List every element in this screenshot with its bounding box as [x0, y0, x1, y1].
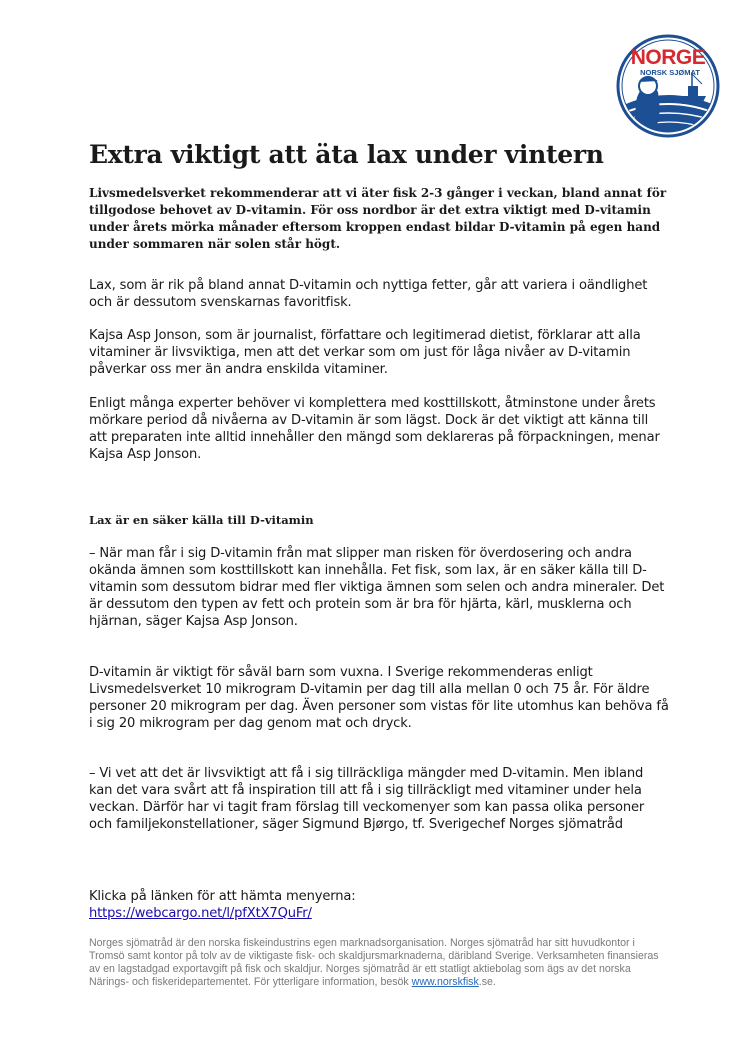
norge-seafood-seal-icon	[612, 24, 720, 142]
footer-website-suffix: .se.	[478, 976, 496, 989]
logo-tagline: NORSK SJØMAT	[640, 68, 700, 77]
logo-brand: NORGE	[630, 46, 706, 69]
cta-text: Klicka på länken för att hämta menyerna:	[89, 889, 356, 904]
footer-website-link[interactable]: www.norskfisk	[411, 976, 479, 989]
paragraph: Lax, som är rik på bland annat D-vitamin och nyttiga fetter, går att variera i oändlighet och är dessutom svenskarnas favoritfisk.	[89, 278, 648, 310]
paragraph: – När man får i sig D-vitamin från mat slipper man risken för överdosering och andra okända ämnen som kosttillskott kan innehålla. Fet fisk, som lax, är en säker källa till D-vitamin som dessutom bidrar med fler viktiga ämnen som selen och andra mineraler. Det är dessutom den typen av fett och protein som är bra för hjärta, kärl, musklerna och hjärnan, säger Kajsa Asp Jonson.	[89, 546, 665, 629]
footer-text: Norges sjömatråd är den norska fiskeindustrins egen marknadsorganisation. Norges sjömatråd har sitt huvudkontor i Tromsö samt kontor på tolv av de viktigaste fisk- och skaldjursmarknaderna, däribland Sverige. Verksamheten finansieras av en lagstadgad exportavgift på fisk och skaldjur. Norges sjömatråd är ett statligt aktiebolag som ägs av det norska Närings- och fiskeridepartementet. För ytterligare information, besök	[89, 937, 659, 989]
article-title: Extra viktigt att äta lax under vintern	[89, 140, 604, 169]
article-lead: Livsmedelsverket rekommenderar att vi äter fisk 2-3 gånger i veckan, bland annat för tillgodose behovet av D-vitamin. För oss nordbor är det extra viktigt med D-vitamin under årets mörka månader eftersom kroppen endast bildar D-vitamin på egen hand under sommaren när solen står högt.	[89, 186, 667, 251]
footer-disclaimer	[89, 937, 659, 989]
paragraph: D-vitamin är viktigt för såväl barn som vuxna. I Sverige rekommenderas enligt Livsmedelsverket 10 mikrogram D-vitamin per dag till alla mellan 0 och 75 år. För äldre personer 20 mikrogram per dag. Även personer som vistas för lite utomhus kan behöva få i sig 20 mikrogram per dag genom mat och dryck.	[89, 665, 669, 731]
paragraph: Enligt många experter behöver vi komplettera med kosttillskott, åtminstone under årets mörkare period då nivåerna av D-vitamin är som lägst. Dock är det viktigt att känna till att preparaten inte alltid innehåller den mängd som deklareras på förpackningen, menar Kajsa Asp Jonson.	[89, 396, 660, 462]
paragraph: Kajsa Asp Jonson, som är journalist, författare och legitimerad dietist, förklarar att alla vitaminer är livsviktiga, men att det verkar som om just för låga nivåer av D-vitamin påverkar oss mer än andra enskilda vitaminer.	[89, 328, 641, 377]
paragraph: – Vi vet att det är livsviktigt att få i sig tillräckliga mängder med D-vitamin. Men ibland kan det vara svårt att få inspiration till att få i sig tillräckligt med vitaminer under hela veckan. Därför har vi tagit fram förslag till veckomenyer som kan passa olika personer och familjekonstellationer, säger Sigmund Bjørgo, tf. Sverigechef Norges sjömatråd	[89, 766, 645, 832]
menu-download-link[interactable]: https://webcargo.net/l/pfXtX7QuFr/	[89, 906, 312, 921]
section-heading: Lax är en säker källa till D-vitamin	[89, 513, 314, 527]
cta-block	[89, 888, 669, 922]
